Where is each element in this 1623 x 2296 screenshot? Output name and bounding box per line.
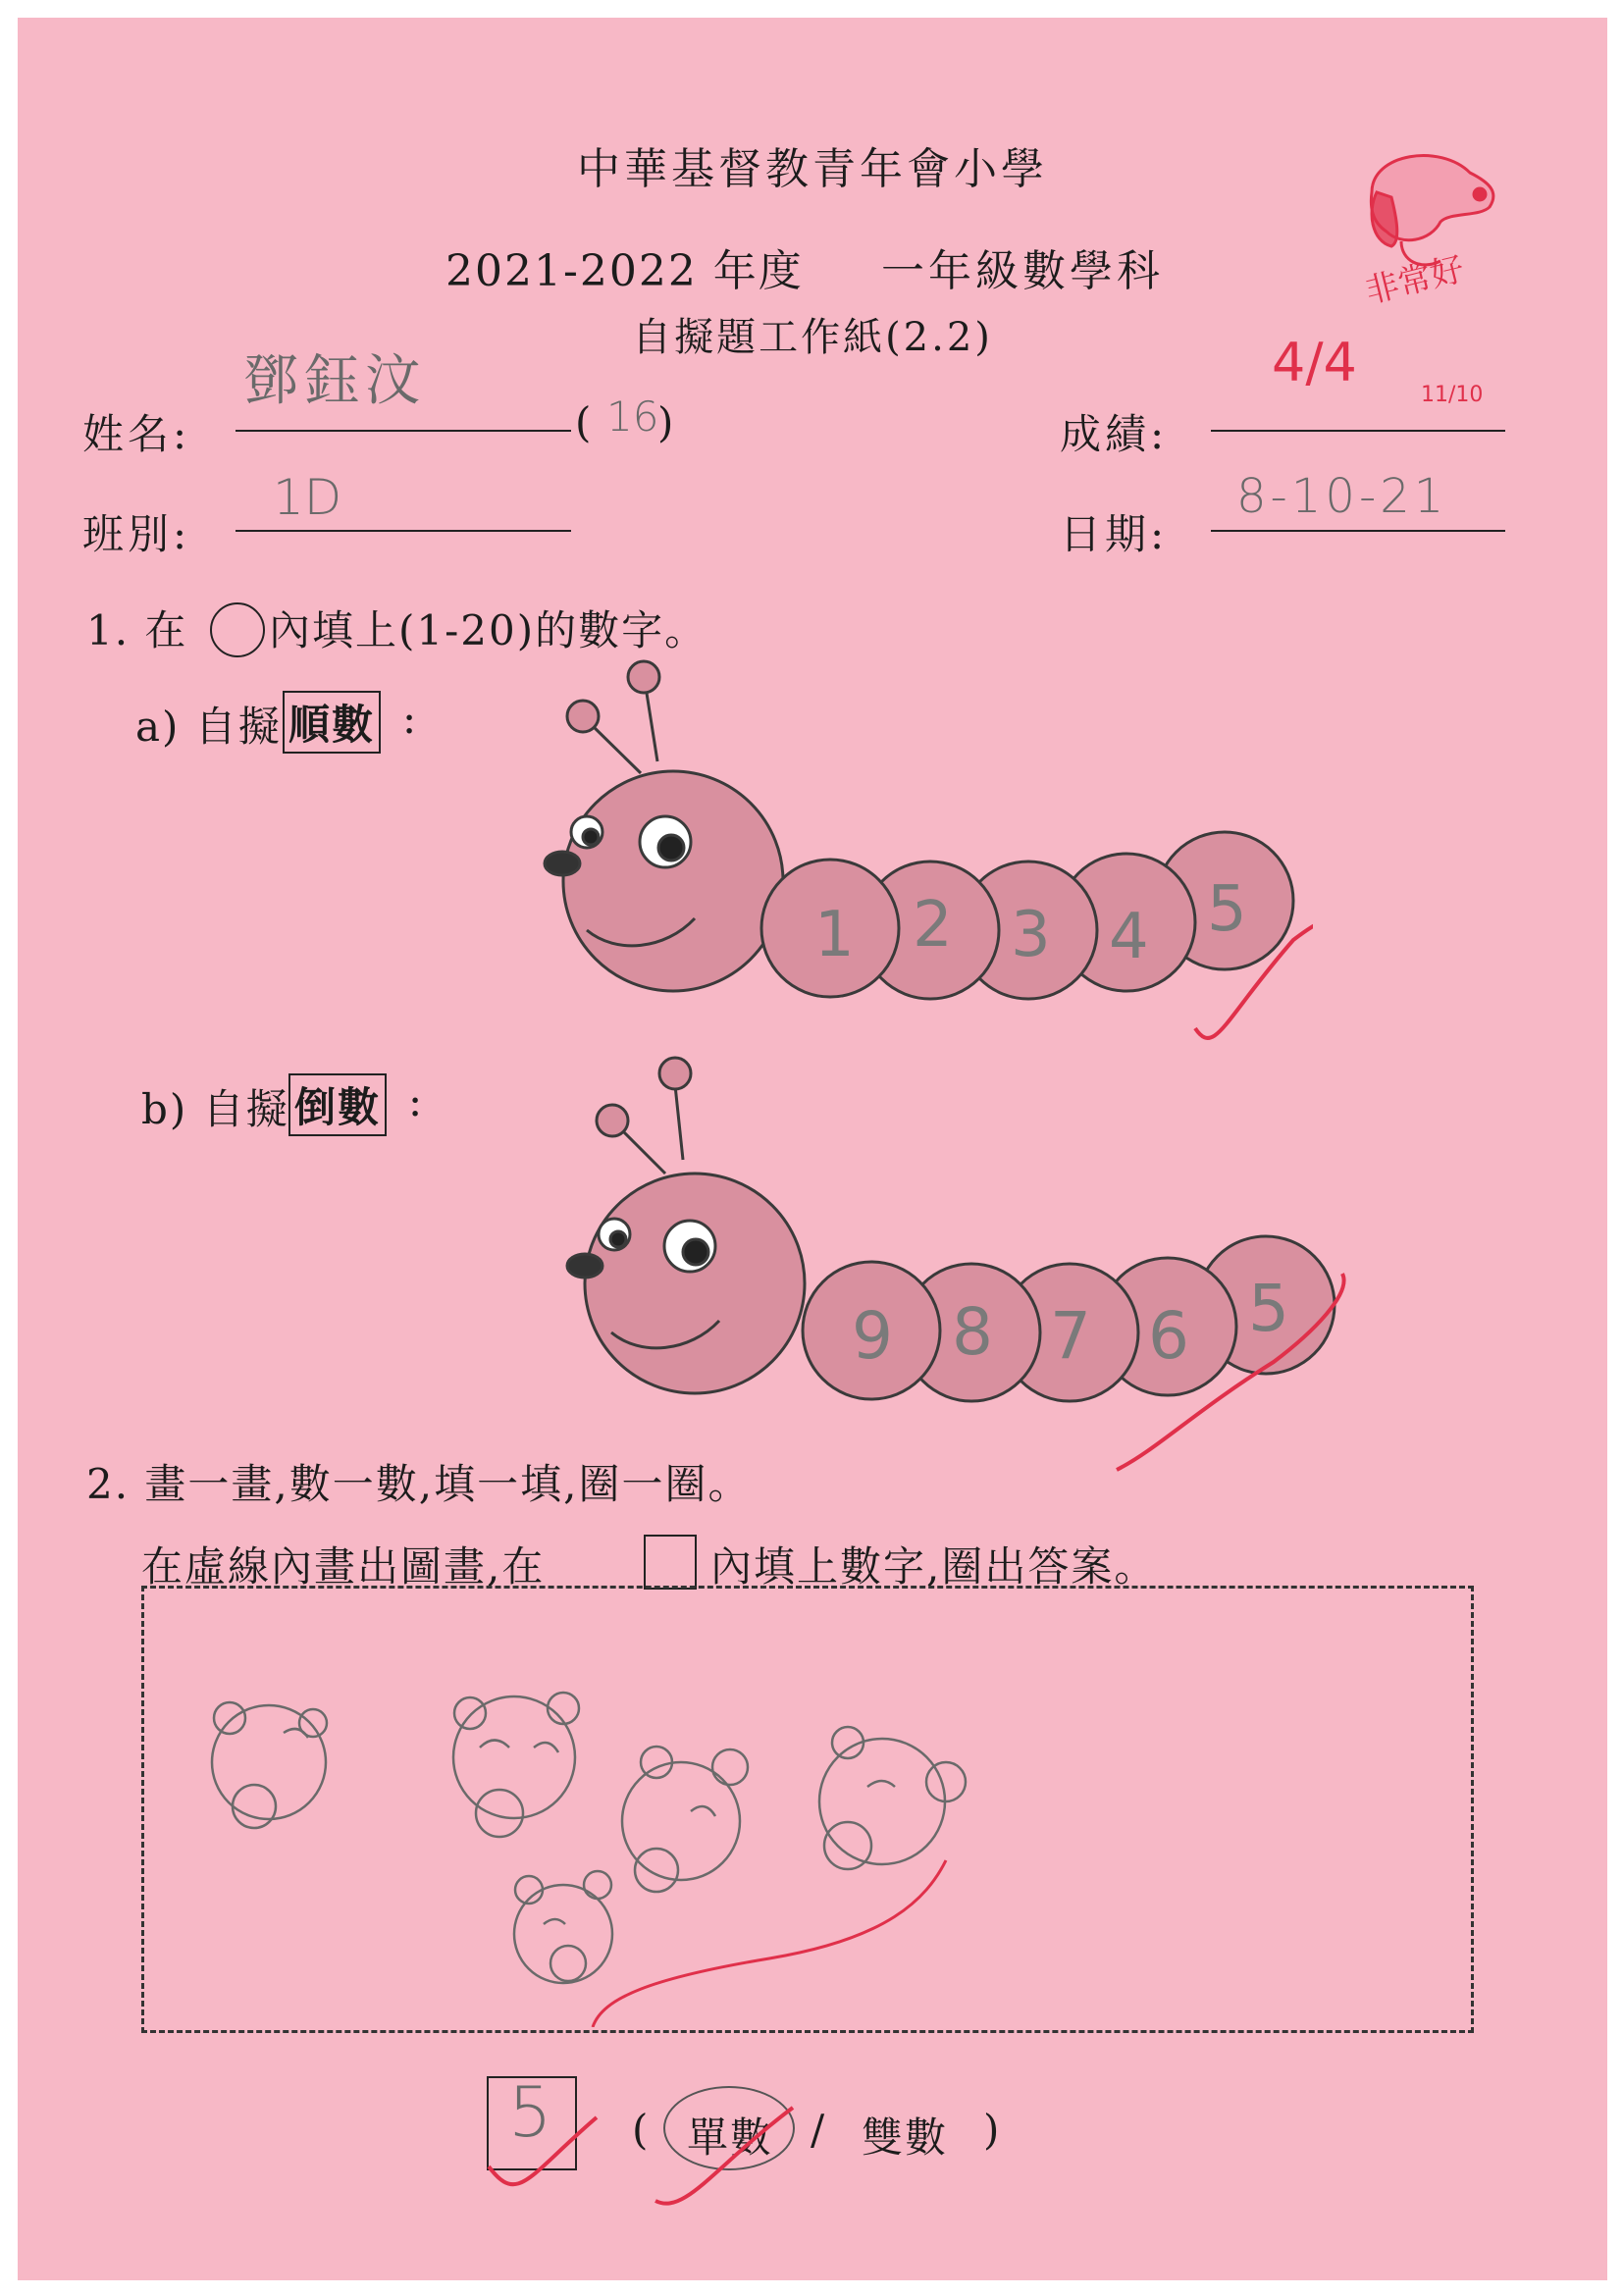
caterpillar-b-num: 8	[952, 1294, 993, 1370]
number-open: (	[575, 398, 596, 446]
option-even: 雙數	[862, 2113, 949, 2162]
q1a-prefix: a) 自擬	[135, 703, 282, 751]
circle-blank-icon	[210, 602, 265, 657]
q1a-keyword: 順數	[283, 691, 381, 754]
stamp-text: 非常好	[1361, 249, 1469, 312]
caterpillar-a-num: 2	[913, 889, 953, 962]
score-underline	[1211, 430, 1505, 432]
answer-value: 5	[508, 2072, 552, 2153]
caterpillar-b-num: 6	[1148, 1298, 1189, 1374]
bear-face-icon	[453, 1693, 579, 1837]
caterpillar-a-icon	[508, 646, 1313, 1068]
caterpillar-a-num: 1	[814, 899, 855, 971]
square-blank-icon	[644, 1535, 697, 1590]
bear-drawings	[141, 1586, 1468, 2027]
bear-face-icon	[622, 1747, 748, 1892]
caterpillar-b-num: 5	[1248, 1271, 1289, 1346]
q1-prompt-suffix: 內填上(1-20)的數字。	[269, 606, 708, 654]
worksheet-page	[18, 18, 1607, 2280]
date-value: 8-10-21	[1236, 469, 1448, 524]
score-value: 4/4	[1272, 332, 1357, 393]
number-close: )	[657, 398, 678, 446]
options-sep: /	[811, 2106, 827, 2154]
snoopy-stamp-icon	[1333, 133, 1558, 330]
bear-face-icon	[514, 1871, 612, 1983]
tick-mark-icon	[593, 1860, 946, 2027]
caterpillar-b-num: 9	[852, 1298, 893, 1374]
student-number: 16	[606, 392, 659, 441]
bear-face-icon	[819, 1727, 966, 1869]
options-open: (	[632, 2106, 651, 2154]
caterpillar-b-num: 7	[1050, 1298, 1091, 1374]
class-value: 1D	[273, 469, 342, 526]
score-note: 11/10	[1421, 383, 1484, 407]
q1b-colon: :	[408, 1077, 425, 1125]
q1-prompt-prefix: 1. 在	[86, 606, 188, 654]
subject: 一年級數學科	[881, 246, 1164, 296]
q1b-keyword: 倒數	[288, 1073, 387, 1136]
q2-instr-prefix: 在虛線內畫出圖畫,在	[141, 1542, 546, 1591]
class-underline	[236, 530, 571, 532]
caterpillar-a-num: 4	[1109, 901, 1149, 973]
school-name: 中華基督教青年會小學	[577, 144, 1048, 194]
name-label: 姓名:	[82, 410, 191, 458]
school-year: 2021-2022 年度	[445, 246, 804, 296]
q2-instr-suffix: 內填上數字,圈出答案。	[710, 1542, 1158, 1591]
option-odd: 單數	[687, 2113, 774, 2162]
date-label: 日期:	[1060, 510, 1169, 558]
bear-face-icon	[212, 1702, 327, 1828]
q2-prompt: 2. 畫一畫,數一數,填一填,圈一圈。	[86, 1460, 752, 1508]
tick-mark-icon	[479, 2059, 812, 2216]
name-value: 鄧鈺汶	[243, 349, 426, 413]
caterpillar-a-num: 3	[1011, 899, 1051, 971]
class-label: 班別:	[82, 510, 191, 558]
caterpillar-b-icon	[528, 1038, 1352, 1480]
q1a-colon: :	[402, 695, 419, 743]
caterpillar-a-num: 5	[1207, 873, 1247, 946]
options-close: )	[983, 2106, 1002, 2154]
name-underline	[236, 430, 571, 432]
score-label: 成績:	[1060, 410, 1169, 458]
date-underline	[1211, 530, 1505, 532]
worksheet-title: 自擬題工作紙(2.2)	[632, 315, 993, 360]
q1b-prefix: b) 自擬	[141, 1085, 289, 1133]
